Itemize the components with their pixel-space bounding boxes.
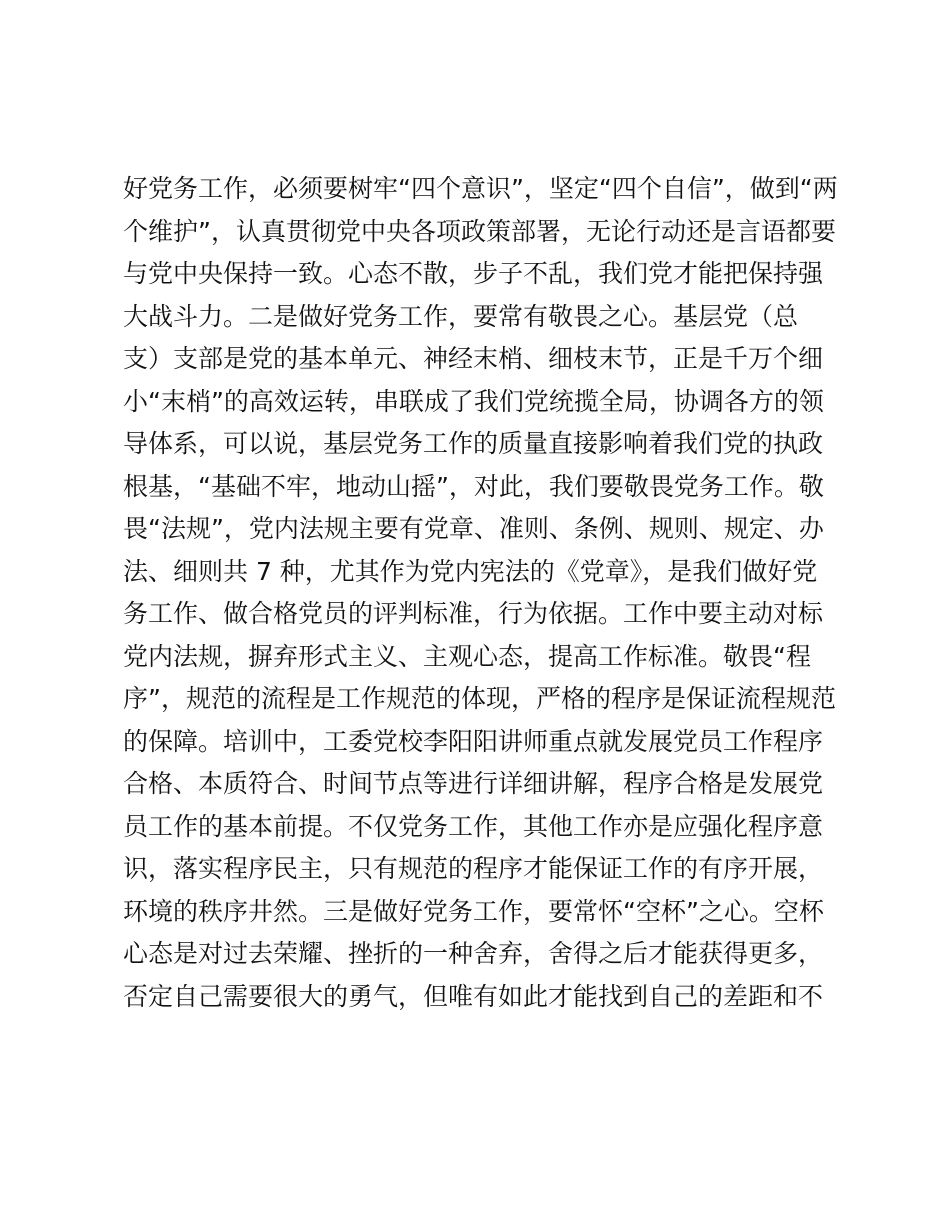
text-line-11: 务工作、做合格党员的评判标准，行为依据。工作中要主动对标: [123, 599, 824, 628]
text-line-15: 合格、本质符合、时间节点等进行详细讲解，程序合格是发展党: [123, 769, 824, 798]
text-line-20: 否定自己需要很大的勇气，但唯有如此才能找到自己的差距和不: [123, 981, 824, 1011]
text-line-7: 导体系，可以说，基层党务工作的质量直接影响着我们党的执政: [123, 429, 824, 458]
body-text: [123, 168, 843, 1018]
text-line-4: 大战斗力。二是做好党务工作，要常有敬畏之心。基层党（总: [123, 301, 799, 331]
text-line-13: 序”，规范的流程是工作规范的体现，严格的程序是保证流程规范: [123, 684, 836, 713]
text-line-18: 环境的秩序井然。三是做好党务工作，要常怀“空杯”之心。空杯: [123, 896, 824, 926]
text-line-10: 法、细则共 7 种，尤其作为党内宪法的《党章》，是我们做好党: [123, 556, 818, 586]
text-line-12: 党内法规，摒弃形式主义、主观心态，提高工作标准。敬畏“程: [123, 641, 811, 671]
text-line-9: 畏“法规”，党内法规主要有党章、准则、条例、规则、规定、办: [123, 514, 824, 543]
text-line-3: 与党中央保持一致。心态不散，步子不乱，我们党才能把保持强: [123, 259, 824, 288]
text-line-6: 小“末梢”的高效运转，串联成了我们党统揽全局，协调各方的领: [123, 386, 824, 416]
text-line-2: 个维护”，认真贯彻党中央各项政策部署，无论行动还是言语都要: [123, 216, 836, 246]
text-line-17: 识，落实程序民主，只有规范的程序才能保证工作的有序开展，: [123, 854, 824, 883]
text-line-19: 心态是对过去荣耀、挫折的一种舍弃，舍得之后才能获得更多，: [123, 939, 824, 968]
text-line-8: 根基，“基础不牢，地动山摇”，对此，我们要敬畏党务工作。敬: [123, 471, 824, 501]
text-line-14: 的保障。培训中，工委党校李阳阳讲师重点就发展党员工作程序: [123, 726, 824, 756]
text-line-1: 好党务工作，必须要树牢“四个意识”，坚定“四个自信”，做到“两: [123, 174, 838, 203]
text-line-5: 支）支部是党的基本单元、神经末梢、细枝末节，正是千万个细: [123, 344, 824, 373]
text-line-16: 员工作的基本前提。不仅党务工作，其他工作亦是应强化程序意: [123, 811, 824, 841]
